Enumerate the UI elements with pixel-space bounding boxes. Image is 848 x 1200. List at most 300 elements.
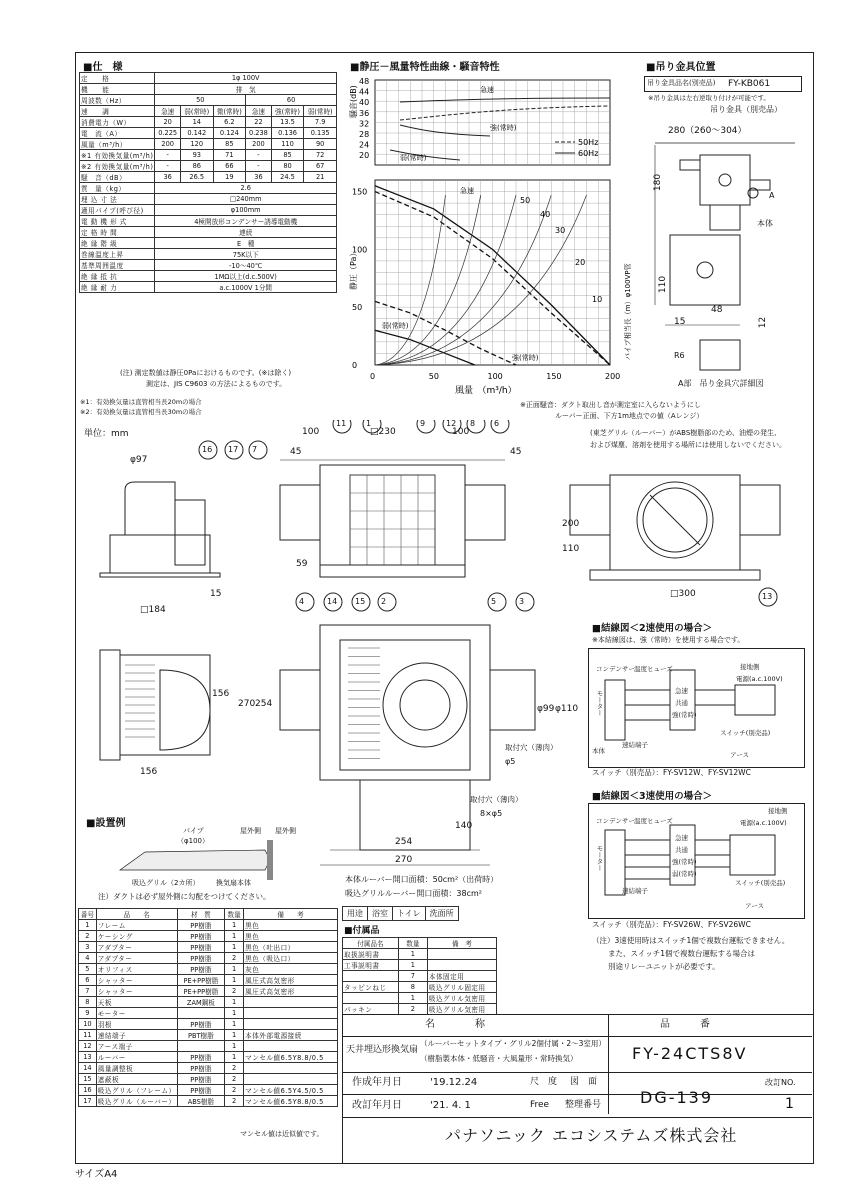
- parts-cell: シャッター: [96, 986, 177, 997]
- parts-row: [79, 1019, 338, 1030]
- parts-cell: マンセル値6.5Y4.5/0.5: [244, 1085, 338, 1096]
- spec-value: 200: [155, 139, 181, 150]
- wiring2-body: 本体: [592, 747, 605, 755]
- install-note: 注）ダクトは必ず屋外側に勾配をつけてください。: [98, 892, 271, 901]
- mount-hole-1: 取付穴（薄肉）: [505, 743, 558, 752]
- dim-270: 270: [395, 855, 413, 865]
- part-balloon: 11: [336, 419, 347, 428]
- parts-cell: 16: [79, 1085, 97, 1096]
- spec-label: 騒 音（dB）: [80, 172, 155, 183]
- part-balloon: 12: [446, 419, 457, 428]
- p-label-kyu: 急速: [460, 187, 474, 195]
- acc-row: [343, 982, 497, 993]
- pressure-ylabel: 静圧（Pa）: [349, 248, 358, 290]
- spec-value: 110: [271, 139, 304, 150]
- wiring3-t3: 強(常時): [672, 858, 697, 866]
- hanger-note: ※吊り金具は左右逆取り付けが可能です。: [648, 94, 770, 102]
- install-pipe-d: （φ100）: [177, 837, 209, 845]
- paper-size: サイズA4: [75, 1169, 118, 1180]
- parts-row: [79, 1074, 338, 1085]
- wiring2-title: ■結線図＜2速使用の場合＞: [592, 623, 713, 634]
- part-balloon: 7: [252, 445, 258, 454]
- spec-value: 50: [155, 95, 246, 106]
- parts-cell: 2: [225, 986, 244, 997]
- noise-label-kyo: 強(常時): [490, 124, 517, 132]
- spec-label: 巻線温度上昇: [80, 249, 155, 260]
- wiring2-t1: 急速: [675, 687, 688, 695]
- wiring3-switch-models: スイッチ（別売品）：FY-SV26W、FY-SV26WC: [592, 920, 751, 929]
- wiring3-t2: 共通: [675, 846, 688, 854]
- wiring2-terminal: 速結端子: [622, 741, 648, 749]
- spec-value: a.c.1000V 1分間: [155, 282, 337, 293]
- acc-row: [343, 949, 497, 960]
- parts-cell: [177, 1041, 225, 1052]
- parts-cell: 遮蔽板: [96, 1074, 177, 1085]
- spec-value: 26.5: [180, 172, 213, 183]
- hanger-drawing: [645, 135, 810, 395]
- pipe-length-label: 10: [592, 295, 603, 304]
- spec-value: 200: [246, 139, 272, 150]
- part-balloon: 5: [491, 597, 497, 606]
- spec-value: -: [155, 150, 181, 161]
- title-name-label: 名 称: [425, 1019, 485, 1030]
- wiring2-side: 接地側: [740, 663, 760, 671]
- hanger-label: 吊り金具（別売品）: [710, 105, 782, 114]
- wiring3-note-2: また、スイッチ1個で複数台運転する場合は: [608, 949, 755, 958]
- parts-row: [79, 997, 338, 1008]
- pipe-length-label: 40: [540, 210, 551, 219]
- parts-cell: 12: [79, 1041, 97, 1052]
- pipe-length-label: 50: [520, 196, 531, 205]
- spec-label: 風量（m³/h）: [80, 139, 155, 150]
- pressure-tick: 50: [352, 303, 363, 313]
- install-pipe: パイプ: [183, 827, 204, 835]
- spec-value: 21: [304, 172, 337, 183]
- spec-value: 93: [180, 150, 213, 161]
- parts-cell: PP樹脂: [177, 920, 225, 931]
- hanger-dim-top: 280（260〜304）: [668, 126, 747, 136]
- hanger-dim-48: 48: [711, 305, 723, 315]
- parts-cell: 2: [225, 1085, 244, 1096]
- parts-row: [79, 1052, 338, 1063]
- spec-value: 13.5: [271, 117, 304, 128]
- hanger-dim-12: 12: [758, 316, 769, 329]
- parts-cell: 品 名: [96, 909, 177, 920]
- created-label: 作成年月日: [352, 1077, 402, 1088]
- spec-value: 22: [246, 117, 272, 128]
- spec-row: [80, 205, 337, 216]
- flow-tick: 50: [428, 372, 439, 381]
- parts-cell: アース端子: [96, 1041, 177, 1052]
- spec-row: [80, 216, 337, 227]
- p-label-kyo: 強(常時): [512, 354, 539, 362]
- spec-label: 絶 縁 抵 抗: [80, 271, 155, 282]
- performance-chart: [340, 70, 640, 410]
- spec-label: 定 格 時 間: [80, 227, 155, 238]
- spec-value: 20: [155, 117, 181, 128]
- pressure-tick: 150: [352, 187, 368, 197]
- parts-cell: PP樹脂: [177, 942, 225, 953]
- spec-value: 36: [246, 172, 272, 183]
- parts-row: [79, 1008, 338, 1019]
- wiring3-note-1: （注）3速使用時はスイッチ1個で複数台運転できません。: [592, 936, 790, 945]
- spec-row: [80, 117, 337, 128]
- spec-value: 86: [180, 161, 213, 172]
- flow-tick: 100: [487, 372, 503, 381]
- hanger-dim-180: 180: [653, 173, 664, 192]
- dim-254: 254: [395, 837, 413, 847]
- pipe-length-curve: [375, 195, 481, 365]
- spec-value: 弱(常時): [180, 106, 213, 117]
- wiring2-switch-models: スイッチ（別売品）：FY-SV12W、FY-SV12WC: [592, 768, 751, 777]
- spec-label: 絶 縁 階 級: [80, 238, 155, 249]
- spec-grid: [79, 72, 337, 293]
- spec-value: 67: [304, 161, 337, 172]
- acc-cell: タッピンねじ: [343, 982, 399, 993]
- spec-value: 90: [304, 139, 337, 150]
- part-balloon: 14: [327, 597, 338, 606]
- acc-header: 備 考: [427, 938, 496, 949]
- usage-cell: 浴室: [368, 907, 393, 921]
- spec-label: 消費電力（W）: [80, 117, 155, 128]
- parts-cell: 2: [225, 1063, 244, 1074]
- spec-value: 85: [271, 150, 304, 161]
- spec-value: 36: [155, 172, 181, 183]
- flow-tick: 0: [370, 372, 376, 381]
- hanger-dim-15: 15: [674, 317, 686, 327]
- parts-cell: [244, 1041, 338, 1052]
- parts-cell: 4: [79, 953, 97, 964]
- revised-date: '21. 4. 1: [430, 1100, 471, 1111]
- dim-99: φ99: [537, 704, 555, 714]
- spec-row: [80, 260, 337, 271]
- parts-cell: 1: [225, 1030, 244, 1041]
- parts-cell: モーター: [96, 1008, 177, 1019]
- legend-60hz: 60Hz: [578, 149, 599, 158]
- acc-cell: [343, 993, 399, 1004]
- spec-row: [80, 238, 337, 249]
- dim-200: 200: [562, 519, 580, 529]
- parts-cell: オリフィス: [96, 964, 177, 975]
- noise-tick: 28: [359, 130, 370, 139]
- spec-label: 電 動 機 形 式: [80, 216, 155, 227]
- parts-cell: [177, 1008, 225, 1019]
- spec-value: 微(常時): [213, 106, 246, 117]
- parts-cell: フレーム: [96, 920, 177, 931]
- rev-label: 改訂NO.: [765, 1078, 796, 1087]
- parts-cell: 5: [79, 964, 97, 975]
- spec-value: 19: [213, 172, 246, 183]
- parts-cell: PE+PP樹脂: [177, 975, 225, 986]
- parts-cell: アダプター: [96, 953, 177, 964]
- pressure-tick: 100: [352, 245, 368, 255]
- acc-cell: [427, 960, 496, 971]
- noise-tick: 36: [359, 108, 370, 118]
- noise-tick: 48: [359, 77, 370, 86]
- parts-row: [79, 1030, 338, 1041]
- usage-cell: 洗面所: [425, 907, 458, 921]
- noise-tick: 24: [359, 140, 370, 150]
- scale-label: 尺 度: [530, 1077, 558, 1087]
- spec-value: 60: [246, 95, 337, 106]
- spec-note-1: (注) 測定数値は静圧0Paにおけるものです。(※は除く): [120, 369, 292, 377]
- parts-cell: ABS樹脂: [177, 1096, 225, 1107]
- noise-ylabel: 騒音(dB): [349, 85, 358, 118]
- parts-cell: 速結端子: [96, 1030, 177, 1041]
- right-axis-label: パイプ相当長（m）φ100VP管: [624, 263, 632, 360]
- spec-row: [80, 271, 337, 282]
- spec-value: 72: [304, 150, 337, 161]
- acc-cell: 2: [398, 1004, 427, 1015]
- parts-row: [79, 942, 338, 953]
- hanger-part-no: FY-KB061: [728, 79, 771, 89]
- parts-cell: 黒色（吸込口）: [244, 953, 338, 964]
- ref-label: 整理番号: [565, 1100, 602, 1110]
- flow-tick: 200: [605, 372, 621, 381]
- spec-value: 0.135: [304, 128, 337, 139]
- company-name: パナソニック エコシステムズ株式会社: [445, 1126, 738, 1145]
- parts-cell: マンセル値6.5Y8.8/0.5: [244, 1052, 338, 1063]
- parts-cell: 1: [225, 920, 244, 931]
- parts-cell: 黒色: [244, 931, 338, 942]
- parts-row: [79, 920, 338, 931]
- parts-row: [79, 931, 338, 942]
- install-diagram: [115, 837, 290, 880]
- pq-curve: [375, 330, 475, 365]
- parts-cell: 9: [79, 1008, 97, 1019]
- pipe-length-label: 30: [555, 226, 566, 235]
- dim-100a: 100: [302, 427, 320, 437]
- title-code-label: 品 番: [660, 1019, 710, 1030]
- wiring2-switch: スイッチ(別売品): [720, 729, 771, 737]
- parts-cell: 材 質: [177, 909, 225, 920]
- acc-header: 数量: [398, 938, 427, 949]
- parts-cell: 風圧式高気密形: [244, 986, 338, 997]
- spec-row: [80, 106, 337, 117]
- acc-cell: 本体固定用: [427, 971, 496, 982]
- spec-label: 周波数（Hz）: [80, 95, 155, 106]
- usage-cell: トイレ: [393, 907, 426, 921]
- dim-59: 59: [296, 559, 308, 569]
- parts-cell: シャッター: [96, 975, 177, 986]
- p-label-jaku: 弱(常時): [382, 322, 409, 330]
- spec-note-2: 測定は、JIS C9603 の方法によるものです。: [146, 380, 287, 388]
- hanger-a: A: [769, 191, 775, 200]
- spec-value: 24.5: [271, 172, 304, 183]
- wiring3-earth: アース: [745, 902, 764, 910]
- parts-cell: PP樹脂: [177, 1063, 225, 1074]
- spec-value: □240mm: [155, 194, 337, 205]
- wiring3-switch: スイッチ(別売品): [735, 879, 786, 887]
- spec-value: 急速: [155, 106, 181, 117]
- parts-cell: 1: [225, 964, 244, 975]
- spec-value: 7.9: [304, 117, 337, 128]
- parts-cell: アダプター: [96, 942, 177, 953]
- acc-cell: 吸込グリル気密用: [427, 993, 496, 1004]
- spec-value: -: [155, 161, 181, 172]
- wiring2-cap: コンデンサー: [596, 665, 635, 673]
- spec-foot-2: ※2：有効換気量は直管相当長30mの場合: [80, 408, 202, 416]
- legend-50hz: 50Hz: [578, 138, 599, 147]
- wiring3-motor: モーター: [595, 845, 604, 871]
- free-label: Free: [530, 1100, 550, 1110]
- spec-label: 適用パイプ(呼び径): [80, 205, 155, 216]
- dim-270v: 270: [238, 699, 256, 709]
- install-title: ■設置例: [86, 818, 126, 829]
- spec-value: 排 気: [155, 84, 337, 95]
- acc-header: 付属品名: [343, 938, 399, 949]
- install-wall-1: 屋外側: [240, 827, 261, 835]
- model-number: FY-24CTS8V: [632, 1044, 748, 1063]
- spec-value: 120: [180, 139, 213, 150]
- acc-row: [343, 1004, 497, 1015]
- open-area-1: 本体ルーバー開口面積：50cm²（出荷時）: [345, 875, 499, 884]
- spec-value: 強(常時): [271, 106, 304, 117]
- parts-cell: [244, 1063, 338, 1074]
- flow-tick: 150: [546, 372, 562, 381]
- parts-cell: 備 考: [244, 909, 338, 920]
- acc-cell: 工事説明書: [343, 960, 399, 971]
- parts-cell: 2: [225, 1074, 244, 1085]
- dim-97: φ97: [130, 455, 148, 465]
- created-date: '19.12.24: [430, 1077, 478, 1088]
- parts-row: [79, 1041, 338, 1052]
- parts-cell: PP樹脂: [177, 1052, 225, 1063]
- parts-cell: 1: [225, 1052, 244, 1063]
- spec-row: [80, 249, 337, 260]
- dim-140: 140: [455, 821, 473, 831]
- spec-row: [80, 161, 337, 172]
- parts-cell: 1: [225, 931, 244, 942]
- spec-value: 6.2: [213, 117, 246, 128]
- part-balloon: 8: [470, 419, 476, 428]
- parts-cell: PP樹脂: [177, 964, 225, 975]
- parts-cell: 8: [79, 997, 97, 1008]
- spec-value: 80: [271, 161, 304, 172]
- dim-254v: 254: [255, 699, 273, 709]
- scale-value: 図 面: [570, 1077, 598, 1087]
- install-wall-2: 屋外側: [275, 827, 296, 835]
- spec-row: [80, 73, 337, 84]
- hanger-dim-110: 110: [658, 275, 669, 294]
- parts-cell: 7: [79, 986, 97, 997]
- acc-cell: 1: [398, 993, 427, 1004]
- dim-156b: 156: [140, 767, 158, 777]
- spec-title: ■仕 様: [83, 62, 123, 73]
- parts-row: [79, 986, 338, 997]
- chart-title: ■静圧－風量特性曲線・騒音特性: [350, 62, 500, 73]
- parts-cell: 灰色: [244, 964, 338, 975]
- parts-cell: 風圧式高気密形: [244, 975, 338, 986]
- acc-cell: [427, 949, 496, 960]
- part-balloon: 3: [519, 597, 525, 606]
- parts-cell: PP樹脂: [177, 1019, 225, 1030]
- title-name-sub1: （ルーバーセットタイプ・グリル2個付属・2〜3室用）: [420, 1039, 606, 1048]
- spec-row: [80, 172, 337, 183]
- dim-45b: 45: [510, 447, 522, 457]
- parts-cell: 1: [225, 975, 244, 986]
- parts-cell: PE+PP樹脂: [177, 986, 225, 997]
- spec-value: 14: [180, 117, 213, 128]
- parts-cell: 1: [225, 1041, 244, 1052]
- parts-row: [79, 964, 338, 975]
- wiring2-fuse: 温度ヒューズ: [634, 665, 673, 673]
- wiring2-power: 電源(a.c.100V): [736, 675, 783, 683]
- spec-row: [80, 139, 337, 150]
- spec-row: [80, 95, 337, 106]
- parts-cell: 黒色: [244, 920, 338, 931]
- wiring3-fuse: 温度ヒューズ: [634, 817, 673, 825]
- chart-note-2: ルーバー正面、下方1m地点での値（Aレンジ）: [555, 412, 704, 420]
- spec-label: 質 量（kg）: [80, 183, 155, 194]
- parts-row: [79, 1096, 338, 1107]
- parts-cell: PBT樹脂: [177, 1030, 225, 1041]
- part-balloon: 13: [762, 592, 773, 601]
- parts-cell: [244, 1008, 338, 1019]
- dim-156a: 156: [212, 689, 230, 699]
- parts-cell: 11: [79, 1030, 97, 1041]
- parts-cell: 1: [79, 920, 97, 931]
- parts-cell: 13: [79, 1052, 97, 1063]
- parts-cell: マンセル値6.5Y8.8/0.5: [244, 1096, 338, 1107]
- spec-value: 1MΩ以上(d.c.500V): [155, 271, 337, 282]
- acc-row: [343, 960, 497, 971]
- spec-value: 66: [213, 161, 246, 172]
- parts-cell: 14: [79, 1063, 97, 1074]
- spec-row: [80, 183, 337, 194]
- acc-cell: 7: [398, 971, 427, 982]
- parts-cell: 羽根: [96, 1019, 177, 1030]
- wiring3-power: 電源(a.c.100V): [740, 819, 787, 827]
- hanger-r6: R6: [674, 351, 685, 360]
- accessories-title: ■付属品: [344, 926, 380, 936]
- acc-cell: 1: [398, 960, 427, 971]
- parts-cell: 吸込グリル（ルーバー）: [96, 1096, 177, 1107]
- wiring3-t4: 弱(常時): [672, 870, 697, 878]
- noise-curve-kyo: [400, 125, 490, 136]
- parts-cell: 番号: [79, 909, 97, 920]
- parts-cell: ZAM鋼板: [177, 997, 225, 1008]
- parts-cell: 数量: [225, 909, 244, 920]
- spec-value: -: [246, 161, 272, 172]
- acc-cell: 吸込グリル気密用: [427, 1004, 496, 1015]
- parts-row: [79, 1085, 338, 1096]
- spec-row: [80, 128, 337, 139]
- spec-value: 2.6: [155, 183, 337, 194]
- mount-hole-1-val: φ5: [505, 757, 516, 766]
- spec-value: -10〜40℃: [155, 260, 337, 271]
- spec-label: 絶 縁 耐 力: [80, 282, 155, 293]
- wiring3-t1: 急速: [675, 834, 688, 842]
- spec-row: [80, 84, 337, 95]
- wiring2-earth: アース: [730, 751, 749, 759]
- drawing-note-2: および煤塵、溶剤を使用する場所には使用しないでください。: [590, 441, 786, 449]
- spec-value: 4極開放形コンデンサー誘導電動機: [155, 216, 337, 227]
- title-name-sub2: （樹脂製本体・低騒音・大風量形・常時換気）: [420, 1054, 578, 1063]
- parts-cell: 1: [225, 997, 244, 1008]
- hanger-body: 本体: [757, 219, 773, 228]
- part-balloon: 9: [420, 419, 426, 428]
- dim-300: □300: [670, 589, 696, 599]
- spec-value: E 種: [155, 238, 337, 249]
- wiring2-t2: 共通: [675, 699, 688, 707]
- drawing-note-1: (東芝グリル（ルーバー）がABS樹脂部のため、油煙の発生、: [590, 429, 782, 437]
- spec-row: [80, 194, 337, 205]
- parts-cell: 3: [79, 942, 97, 953]
- acc-row: [343, 993, 497, 1004]
- hanger-part-label: 吊り金具品名(別売品): [647, 79, 716, 87]
- acc-cell: パッキン: [343, 1004, 399, 1015]
